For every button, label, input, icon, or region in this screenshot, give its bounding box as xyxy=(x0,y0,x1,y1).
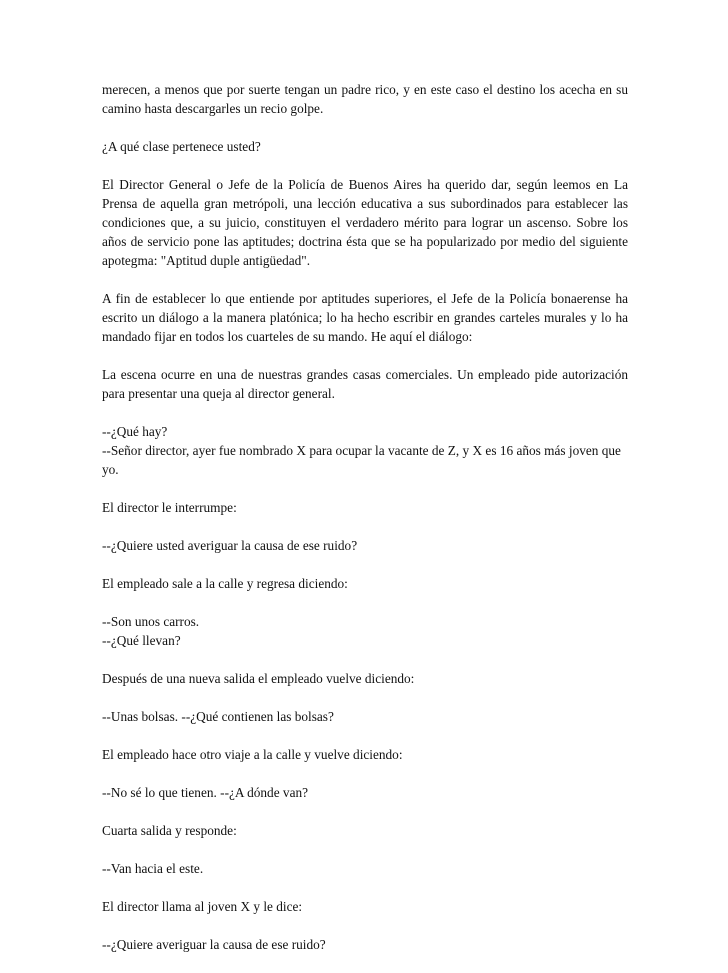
dialogue-block xyxy=(102,422,628,479)
paragraph-text: merecen, a menos que por suerte tengan un padre rico, y en este caso el destino los acecha en su camino hasta descargarles un recio golpe. xyxy=(102,82,628,116)
paragraph xyxy=(102,289,628,346)
paragraph xyxy=(102,669,628,688)
paragraph-text: El empleado hace otro viaje a la calle y vuelve diciendo: xyxy=(102,747,403,762)
paragraph-text: El director le interrumpe: xyxy=(102,500,237,515)
paragraph-text: Cuarta salida y responde: xyxy=(102,823,237,838)
dialogue-block xyxy=(102,935,628,954)
dialogue-block xyxy=(102,612,628,650)
paragraph xyxy=(102,897,628,916)
dialogue-block xyxy=(102,859,628,878)
paragraph xyxy=(102,745,628,764)
paragraph xyxy=(102,574,628,593)
dialogue-line: --Son unos carros. xyxy=(102,614,200,629)
document-body xyxy=(102,80,628,973)
dialogue-line: --¿Qué llevan? xyxy=(102,633,181,648)
paragraph xyxy=(102,175,628,270)
paragraph-text: El Director General o Jefe de la Policía de Buenos Aires ha querido dar, según leemos en La Prensa de aquella gran metrópoli, una lección educativa a sus subordinados para establecer las condiciones que, a su juicio, constituyen el verdadero mérito para lograr un ascenso. Sobre los años de servicio pone las aptitudes; doctrina ésta que se ha popularizado por medio del siguiente apotegma: "Aptitud duple antigüedad". xyxy=(102,177,628,268)
dialogue-line: --No sé lo que tienen. --¿A dónde van? xyxy=(102,785,309,800)
dialogue-line: --Van hacia el este. xyxy=(102,861,204,876)
paragraph-text: El empleado sale a la calle y regresa diciendo: xyxy=(102,576,348,591)
paragraph-text: A fin de establecer lo que entiende por aptitudes superiores, el Jefe de la Policía bonaerense ha escrito un diálogo a la manera platónica; lo ha hecho escribir en grandes carteles murales y lo ha mandado fijar en todos los cuarteles de su mando. He aquí el diálogo: xyxy=(102,291,628,344)
paragraph xyxy=(102,365,628,403)
paragraph-text: La escena ocurre en una de nuestras grandes casas comerciales. Un empleado pide autorización para presentar una queja al director general. xyxy=(102,367,628,401)
dialogue-line: --¿Quiere usted averiguar la causa de ese ruido? xyxy=(102,538,358,553)
dialogue-block xyxy=(102,707,628,726)
dialogue-block xyxy=(102,783,628,802)
paragraph xyxy=(102,137,628,156)
paragraph-text: Después de una nueva salida el empleado vuelve diciendo: xyxy=(102,671,415,686)
dialogue-line: --¿Quiere averiguar la causa de ese ruido? xyxy=(102,937,326,952)
dialogue-line: --Señor director, ayer fue nombrado X para ocupar la vacante de Z, y X es 16 años más joven que yo. xyxy=(102,443,621,477)
paragraph-text: El director llama al joven X y le dice: xyxy=(102,899,303,914)
paragraph xyxy=(102,821,628,840)
paragraph xyxy=(102,498,628,517)
paragraph-text: ¿A qué clase pertenece usted? xyxy=(102,139,261,154)
paragraph xyxy=(102,80,628,118)
dialogue-line: --¿Qué hay? xyxy=(102,424,168,439)
dialogue-block xyxy=(102,536,628,555)
dialogue-line: --Unas bolsas. --¿Qué contienen las bolsas? xyxy=(102,709,334,724)
